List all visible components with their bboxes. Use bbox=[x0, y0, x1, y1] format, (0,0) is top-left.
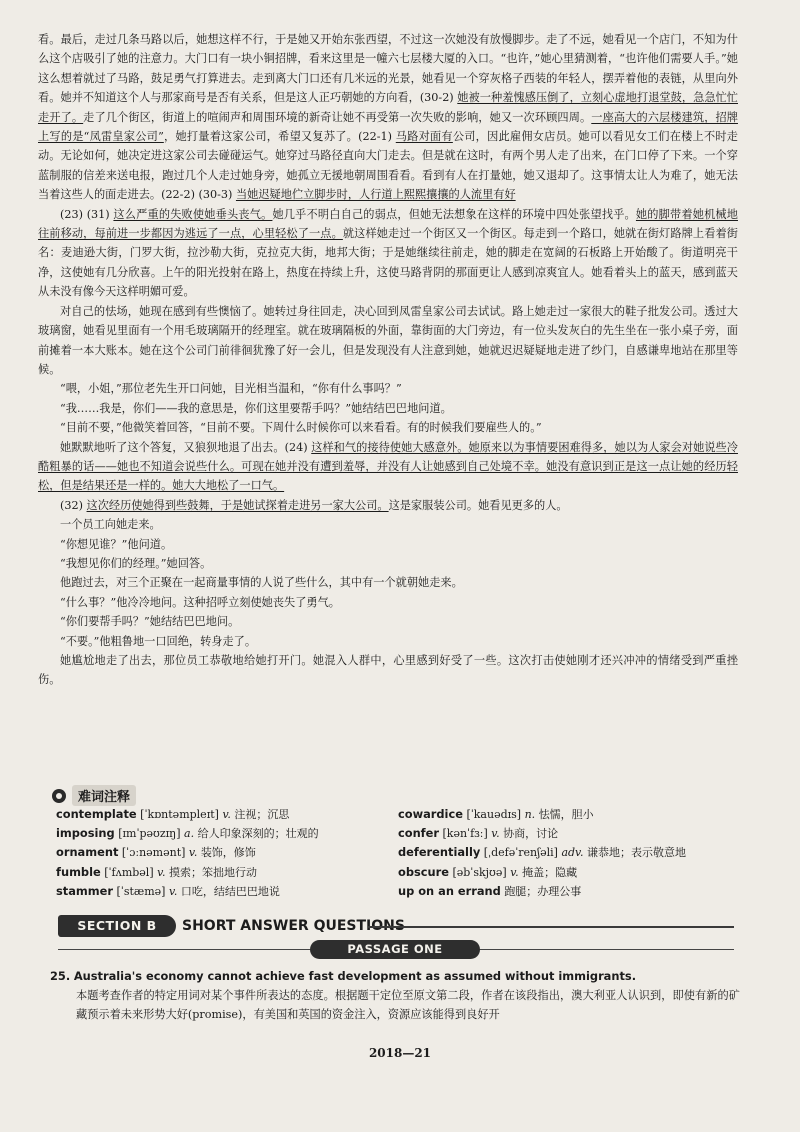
vocab-def: 怯懦，胆小 bbox=[538, 808, 594, 821]
paragraph-4: “喂，小姐，”那位老先生开口问她，目光相当温和，“你有什么事吗？” bbox=[60, 382, 402, 396]
text-run: 公司，因此雇佣女店员。她可以看见女工们在楼上不时走动。无论如何，她决定进这家公司去碰碰运气。她穿过马路径直向大门走去。但是就在这时，有两个男人走了出来，在门口停了下来。一个穿蓝制服的信差来送电报，跑过几个人走过她身旁，她孤立无援地朝周围看看。看到有人在打量她，她又退却了。这事情太让人为难了，她无法当着这些人的面走进去。 bbox=[38, 130, 738, 202]
vocab-ipa: [ˈkauədɪs] bbox=[466, 808, 522, 821]
paragraph-11: “我想见你们的经理。”她回答。 bbox=[60, 556, 212, 570]
vocab-def: 跑腿；办理公事 bbox=[504, 884, 582, 898]
underlined-text: 她的脚带着她机械地往前移动，每前进一步都因为逃远了一点，心里轻松了一点。 bbox=[38, 207, 738, 241]
vocab-list-left bbox=[56, 805, 386, 901]
underlined-text: 她被一种羞愧感压倒了，立刻心虚地打退堂鼓，急急忙忙走开了。 bbox=[38, 91, 738, 124]
vocab-word: deferentially bbox=[398, 845, 481, 860]
paragraph-10: “你想见谁？”他问道。 bbox=[60, 537, 173, 551]
passage-text bbox=[38, 30, 738, 690]
question-block bbox=[50, 967, 740, 1024]
paragraph-12: 他跑过去，对三个正聚在一起商量事情的人说了些什么，其中有一个就朝她走来。 bbox=[60, 576, 463, 590]
vocab-def: 注视；沉思 bbox=[234, 808, 290, 821]
vocab-pos: n. bbox=[524, 808, 536, 821]
vocab-entry bbox=[398, 882, 728, 901]
vocab-def: 装饰，修饰 bbox=[200, 846, 256, 860]
vocab-pos: v. bbox=[491, 827, 500, 841]
vocab-ipa: [ˈfʌmbəl] bbox=[104, 865, 154, 879]
vocab-word: stammer bbox=[56, 883, 113, 898]
paragraph-8 bbox=[38, 496, 738, 515]
vocab-def: 掩盖；隐藏 bbox=[522, 865, 578, 879]
text-run: 这是家服装公司。她看见更多的人。 bbox=[388, 498, 568, 512]
vocab-pos: v. bbox=[157, 865, 166, 879]
vocab-word: imposing bbox=[56, 826, 115, 841]
vocab-entry bbox=[398, 863, 728, 882]
paragraph-5: “我……我是，你们——我的意思是，你们这里要帮手吗？”她结结巴巴地问道。 bbox=[60, 401, 452, 415]
underlined-text: 这样和气的接待使她大感意外。她原来以为事情要困难得多，她以为人家会对她说些冷酷粗暴的话——她也不知道会说些什么。可现在她并没有遭到羞辱，并没有人让她感到自己处境不幸。 bbox=[38, 440, 738, 473]
underlined-text: 这次经历使她得到些鼓舞，于是她试探着走进另一家大公司。 bbox=[86, 498, 389, 512]
underlined-text: 一座高大的六层楼建筑，招牌上写的是“凤雷皇家公司” bbox=[38, 110, 738, 144]
underlined-text: 当她迟疑地伫立脚步时，人行道上熙熙攘攘的人流里有好 bbox=[235, 188, 516, 202]
question-marker: (30-2) bbox=[419, 91, 454, 105]
passage-header bbox=[58, 938, 734, 962]
paragraph-1 bbox=[38, 30, 738, 205]
vocab-entry bbox=[56, 824, 386, 843]
vocab-def: 摸索；笨拙地行动 bbox=[169, 865, 258, 879]
text-run: 看。最后，走过几条马路以后，她想这样不行，于是她又开始东张西望，不过这一次她没有放慢脚步。走了不远，她看见一个店门，不知为什么这个店吸引了她的注意力。大门口有一块小铜招牌，看来这里是一幢六七层楼大厦的入口。“也许，”她心里猜测着，“也许他们需要人手。”她这么想着就过了马路，鼓足勇气打算进去。走到离大门口还有几米远的光景，她看见一个穿灰格子西装的年轻人，摆弄着他的表链，从里向外看。她并不知道这个人与那家商号是否有关系，但是这人正巧朝她的方向看， bbox=[38, 33, 738, 105]
vocab-pos: adv. bbox=[561, 846, 584, 860]
vocab-word: up on an errand bbox=[398, 883, 501, 898]
paragraph-6: “目前不要，”他微笑着回答，“目前不要。下周什么时候你可以来看看。有的时候我们要雇些人的。” bbox=[60, 421, 542, 435]
vocab-entry bbox=[56, 805, 386, 824]
vocab-word: ornament bbox=[56, 845, 119, 860]
text-run: 她默默地听了这个答复，又狼狈地退了出去。 bbox=[60, 440, 285, 454]
vocab-def: 给人印象深刻的；壮观的 bbox=[197, 827, 319, 841]
paragraph-13: “什么事？”他冷冷地问。这种招呼立刻使她丧失了勇气。 bbox=[60, 595, 340, 609]
question-marker: (22-2) (30-3) bbox=[161, 188, 233, 202]
paragraph-14: “你们要帮手吗？”她结结巴巴地问。 bbox=[60, 615, 240, 629]
vocab-list-right bbox=[398, 805, 728, 901]
question-explanation: 本题考查作者的特定用词对某个事件所表达的态度。根据题干定位至原文第二段，作者在该段指出，澳大利亚人认识到，即使有新的矿藏预示着未来形势大好(promise)，有美国和英国的资金注入，资源应该能得到良好开 bbox=[76, 989, 740, 1021]
vocab-entry bbox=[398, 805, 728, 824]
vocab-heading-label: 难词注释 bbox=[72, 785, 136, 806]
passage-tag: PASSAGE ONE bbox=[310, 940, 480, 959]
vocab-pos: v. bbox=[188, 846, 198, 860]
vocab-def: 谦恭地；表示敬意地 bbox=[586, 846, 686, 860]
question-number: 25. bbox=[50, 969, 71, 983]
vocab-ipa: [ˌdefəˈrenʃəli] bbox=[483, 846, 558, 860]
vocab-ipa: [ɪmˈpəʊzɪŋ] bbox=[118, 827, 181, 841]
text-run: 就这样她走过一个街区又一个街区。每走到一个路口，她就在街灯路牌上看着街名：麦迪逊大街，门罗大街，拉沙勒大街，克拉克大街，地邦大街；于是她继续往前走，她的脚走在宽阔的石板路上开始酸了。街道明亮干净，这使她有几分欣喜。上午的阳光投射在路上，热度在持续上升，这使马路背阴的那面更让人感到凉爽宜人。她看着头上的蓝天，感到蓝天从未没有像今天这样明媚可爱。 bbox=[38, 227, 738, 299]
paragraph-3: 对自己的怯场，她现在感到有些懊恼了。她转过身往回走，决心回到凤雷皇家公司去试试。路上她走过一家很大的鞋子批发公司。透过大玻璃窗，她看见里面有一个用毛玻璃隔开的经理室。就在玻璃隔板的外面，靠街面的大门旁边，有一位头发灰白的先生坐在一张小桌子旁，面前摊着一本大账本。她在这个公司门前徘徊犹豫了好一会儿，但是发现没有人注意到她，她就迟迟疑疑地走进了纱门，自感谦卑地站在那里等候。 bbox=[38, 304, 738, 376]
question-marker: (22-1) bbox=[358, 130, 392, 144]
page-number: 2018—21 bbox=[368, 1046, 432, 1060]
vocab-ipa: [ˈkɒntəmpleɪt] bbox=[140, 808, 219, 821]
question-marker: (32) bbox=[60, 498, 83, 512]
question-marker: (24) bbox=[284, 440, 308, 454]
vocab-word: contemplate bbox=[56, 807, 137, 821]
vocab-pos: v. bbox=[510, 865, 519, 879]
paragraph-7 bbox=[38, 438, 738, 496]
paragraph-16: 她尴尬地走了出去，那位员工恭敬地给她打开门。她混入人群中，心里感到好受了一些。这次打击使她刚才还兴冲冲的情绪受到严重挫伤。 bbox=[38, 654, 738, 687]
vocab-entry bbox=[56, 882, 386, 901]
vocab-pos: v. bbox=[222, 808, 231, 821]
vocab-word: confer bbox=[398, 826, 439, 841]
vocab-word: cowardice bbox=[398, 807, 463, 821]
paragraph-15: “不要。”他粗鲁地一口回绝，转身走了。 bbox=[60, 634, 257, 648]
underlined-text: 马路对面有 bbox=[395, 130, 453, 144]
paragraph-9: 一个员工向她走来。 bbox=[60, 518, 161, 532]
underlined-text: 这么严重的失败使她垂头丧气。 bbox=[113, 207, 273, 221]
section-header bbox=[58, 913, 734, 939]
vocab-ipa: [ˈɔːnəmənt] bbox=[121, 846, 186, 860]
text-run: ，她打量着这家公司，希望又复苏了。 bbox=[163, 130, 359, 144]
divider bbox=[368, 926, 734, 928]
question-text: Australia's economy cannot achieve fast development as assumed without immigrants. bbox=[73, 969, 637, 983]
vocab-entry bbox=[398, 843, 728, 862]
vocab-entry bbox=[56, 843, 386, 862]
vocab-word: obscure bbox=[398, 864, 449, 879]
paragraph-2 bbox=[38, 205, 738, 302]
vocab-pos: a. bbox=[184, 827, 195, 841]
vocab-def: 口吃，结结巴巴地说 bbox=[180, 884, 280, 898]
text-run: 走了几个街区，街道上的喧闹声和周围环境的新奇让她不再受第一次失败的影响，她又一次环顾四周。 bbox=[83, 110, 592, 124]
text-run: 她几乎不明白自己的弱点，但她无法想象在这样的环境中四处张望找乎。 bbox=[272, 207, 636, 221]
vocab-word: fumble bbox=[56, 864, 101, 879]
vocab-def: 协商，讨论 bbox=[503, 827, 559, 841]
vocab-pos: v. bbox=[168, 884, 178, 898]
question-marker: (23) (31) bbox=[60, 207, 110, 221]
vocab-heading bbox=[52, 785, 136, 806]
underlined-text: 她没有意识到正是这一点让她的经历轻松，但是结果还是一样的。她大大地松了一口气。 bbox=[38, 459, 738, 493]
vocab-ipa: [əbˈskjʊə] bbox=[452, 865, 507, 879]
section-tag: SECTION B bbox=[58, 915, 176, 937]
question-line bbox=[50, 967, 740, 986]
bullet-icon bbox=[52, 789, 66, 803]
vocab-entry bbox=[56, 863, 386, 882]
section-title: SHORT ANSWER QUESTIONS bbox=[182, 918, 405, 934]
vocab-ipa: [ˈstæmə] bbox=[116, 884, 166, 898]
vocab-entry bbox=[398, 824, 728, 843]
vocab-ipa: [kənˈfɜː] bbox=[442, 827, 488, 841]
